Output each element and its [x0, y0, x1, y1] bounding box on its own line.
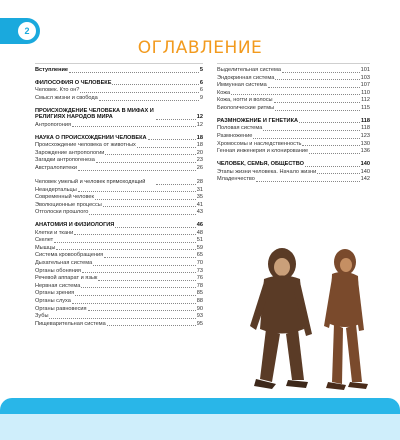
toc-entry-label: Дыхательная система [35, 260, 93, 267]
dot-leader [275, 110, 360, 111]
dot-leader [78, 191, 196, 192]
toc-section-heading[interactable] [217, 160, 370, 168]
toc-entry-label: Кожа, ногти и волосы [217, 97, 273, 104]
toc-entry-page: 23 [196, 157, 203, 164]
toc-entry[interactable] [35, 259, 203, 267]
toc-left-column [35, 66, 203, 327]
toc-entry[interactable] [35, 274, 203, 282]
toc-entry-page: 85 [196, 290, 203, 297]
dot-leader [54, 242, 196, 243]
toc-entry[interactable] [35, 193, 203, 201]
dot-leader [82, 272, 196, 273]
toc-entry-label: ФИЛОСОФИЯ О ЧЕЛОВЕКЕ [35, 79, 112, 86]
toc-entry[interactable] [35, 186, 203, 194]
toc-entry-page: 136 [360, 148, 370, 155]
toc-entry-label: Размножение [217, 132, 253, 139]
right-top-divider [217, 63, 370, 64]
dot-leader [99, 100, 199, 101]
toc-entry-page: 70 [196, 260, 203, 267]
toc-entry-label: ЧЕЛОВЕК, СЕМЬЯ, ОБЩЕСТВО [217, 160, 304, 167]
dot-leader [253, 138, 359, 139]
toc-entry-label: Этапы жизни человека. Начало жизни [217, 168, 317, 175]
dot-leader [81, 287, 195, 288]
toc-entry-page: 123 [360, 132, 370, 139]
toc-entry-page: 5 [199, 67, 203, 73]
toc-entry-page: 88 [196, 298, 203, 304]
toc-entry[interactable] [217, 175, 370, 183]
toc-entry[interactable] [217, 168, 370, 176]
dot-leader [104, 257, 196, 258]
toc-entry-page: 112 [361, 97, 370, 104]
toc-entry-page: 46 [196, 222, 203, 229]
toc-entry-label: Человек умелый и человек прямоходящий [35, 178, 146, 185]
toc-entry-page: 41 [196, 201, 203, 208]
toc-entry-label: Скелет [35, 237, 54, 244]
toc-entry[interactable] [35, 208, 203, 216]
toc-section-heading[interactable] [35, 107, 203, 121]
dot-leader [309, 153, 360, 154]
toc-entry-page: 59 [196, 244, 203, 251]
toc-entry-page: 110 [361, 89, 370, 96]
toc-entry-page: 18 [196, 142, 203, 149]
toc-entry-label: Биологические ритмы [217, 104, 275, 111]
dot-leader [156, 184, 196, 185]
toc-entry[interactable] [217, 81, 370, 89]
toc-entry-label: Вступление [35, 67, 69, 73]
toc-entry-page: 12 [196, 121, 203, 128]
toc-entry-page: 130 [360, 140, 370, 147]
toc-entry-label: Иммунная система [217, 82, 267, 89]
toc-entry-page: 107 [360, 82, 370, 89]
toc-entry[interactable] [35, 156, 203, 164]
dot-leader [75, 295, 196, 296]
toc-entry[interactable] [35, 229, 203, 237]
toc-entry-page: 43 [196, 209, 203, 216]
toc-entry-page: 31 [196, 186, 203, 193]
toc-entry-label: Система кровообращения [35, 252, 104, 259]
toc-entry-page: 103 [360, 74, 370, 81]
dot-leader [96, 162, 196, 163]
toc-entry-label: АНАТОМИЯ И ФИЗИОЛОГИЯ [35, 222, 115, 229]
toc-entry-page: 142 [360, 176, 370, 183]
dot-leader [88, 310, 196, 311]
toc-entry-label: Половая система [217, 125, 263, 132]
dot-leader [93, 265, 196, 266]
toc-entry-page: 118 [360, 117, 370, 124]
toc-entry-label: Речевой аппарат и язык [35, 275, 98, 282]
toc-entry[interactable] [35, 320, 203, 328]
toc-entry-label: Антропогония [35, 121, 72, 128]
toc-entry-label: Клетки и ткани [35, 229, 74, 236]
dot-leader [302, 145, 359, 146]
toc-entry-label: Органы слуха [35, 298, 71, 304]
toc-entry[interactable] [35, 121, 203, 129]
dot-leader [268, 87, 360, 88]
dot-leader [148, 139, 196, 140]
dot-leader [282, 72, 360, 73]
hominid-figure [324, 249, 368, 390]
dot-leader [137, 147, 196, 148]
toc-entry[interactable] [35, 149, 203, 157]
toc-section-heading[interactable] [217, 117, 370, 125]
toc-entry-page: 95 [196, 320, 203, 327]
toc-entry[interactable] [35, 141, 203, 149]
toc-entry-page: 140 [360, 168, 370, 175]
dot-leader [78, 170, 196, 171]
dot-leader [112, 84, 198, 85]
toc-entry-label: Органы равновесия [35, 305, 87, 312]
toc-entry[interactable] [217, 66, 370, 74]
toc-entry[interactable] [35, 201, 203, 209]
toc-entry-label: Нервная система [35, 282, 81, 289]
hominid-illustration [242, 234, 382, 394]
toc-entry[interactable] [35, 289, 203, 297]
dot-leader [74, 234, 195, 235]
toc-entry-label: Современный человек [35, 194, 94, 201]
toc-entry[interactable] [35, 236, 203, 244]
dot-leader [89, 214, 195, 215]
dot-leader [103, 206, 196, 207]
toc-entry-label: Происхождение человека от животных [35, 142, 136, 149]
dot-leader [95, 199, 196, 200]
toc-entry[interactable] [217, 140, 370, 148]
toc-entry-label: Неандертальцы [35, 186, 77, 193]
toc-entry-label: ПРОИСХОЖДЕНИЕ ЧЕЛОВЕКА В МИФАХ И РЕЛИГИЯХ НАРОДОВ МИРА [35, 107, 154, 121]
dot-leader [275, 79, 359, 80]
toc-entry[interactable] [217, 124, 370, 132]
toc-entry-page: 9 [199, 94, 203, 101]
toc-entry-label: Пищеварительная система [35, 320, 106, 327]
toc-entry[interactable] [35, 94, 203, 102]
toc-entry[interactable] [217, 74, 370, 82]
toc-entry-label: Отголоски прошлого [35, 209, 89, 216]
toc-entry[interactable] [217, 147, 370, 155]
toc-entry-label: Генная инженерия и клонирование [217, 148, 309, 155]
footer-band-light [0, 414, 400, 440]
toc-entry[interactable] [35, 164, 203, 172]
toc-entry[interactable] [217, 96, 370, 104]
toc-entry[interactable] [35, 244, 203, 252]
toc-entry[interactable] [35, 297, 203, 305]
toc-entry-page: 35 [196, 194, 203, 201]
dot-leader [80, 92, 198, 93]
toc-section-heading[interactable] [35, 79, 203, 87]
toc-entry[interactable] [35, 282, 203, 290]
toc-entry-page: 93 [196, 313, 203, 320]
toc-entry-label: Эндокринная система [217, 74, 275, 81]
dot-leader [49, 318, 195, 319]
toc-entry-page: 101 [360, 67, 370, 73]
toc-entry[interactable] [35, 267, 203, 275]
toc-entry-label: Человек. Кто он? [35, 87, 80, 94]
footer-band [0, 398, 400, 414]
toc-entry[interactable] [35, 305, 203, 313]
dot-leader [107, 325, 196, 326]
toc-entry-page: 73 [196, 267, 203, 274]
toc-entry-page: 115 [361, 104, 370, 111]
dot-leader [305, 166, 360, 167]
toc-entry[interactable] [217, 104, 370, 112]
left-top-divider [35, 63, 203, 64]
dot-leader [263, 130, 360, 131]
toc-entry[interactable] [35, 172, 203, 186]
toc-entry-page: 12 [196, 114, 203, 121]
toc-entry-label: Смысл жизни и свобода [35, 94, 98, 101]
toc-entry-page: 65 [196, 252, 203, 259]
toc-right-column [217, 66, 370, 183]
toc-entry-page: 20 [196, 149, 203, 156]
toc-entry-label: НАУКА О ПРОИСХОЖДЕНИИ ЧЕЛОВЕКА [35, 134, 147, 141]
toc-section-heading[interactable] [35, 66, 203, 74]
toc-entry-page: 6 [199, 87, 203, 94]
page-title: ОГЛАВЛЕНИЕ [137, 38, 263, 58]
toc-entry-page: 26 [196, 164, 203, 171]
toc-entry-label: Зубы [35, 313, 49, 320]
dot-leader [317, 173, 359, 174]
toc-entry-label: Выделительная система [217, 67, 281, 73]
dot-leader [256, 181, 360, 182]
toc-entry-label: Кожа [217, 89, 231, 96]
dot-leader [72, 126, 196, 127]
toc-entry-label: Зарождение антропологии [35, 149, 105, 156]
toc-entry-label: Эволюционные процессы [35, 201, 102, 208]
dot-leader [105, 154, 195, 155]
toc-entry-page: 90 [196, 305, 203, 312]
dot-leader [56, 249, 195, 250]
dot-leader [69, 72, 199, 73]
toc-entry-label: Хромосомы и наследственность [217, 140, 302, 147]
toc-section-heading[interactable] [35, 221, 203, 229]
toc-entry-label: Австралопитеки [35, 164, 77, 171]
toc-entry-page: 76 [196, 275, 203, 282]
toc-section-heading[interactable] [35, 134, 203, 142]
dot-leader [98, 280, 195, 281]
dot-leader [231, 94, 360, 95]
dot-leader [156, 119, 196, 120]
toc-entry-page: 140 [360, 160, 370, 167]
toc-entry-page: 118 [361, 125, 370, 132]
toc-entry[interactable] [35, 312, 203, 320]
toc-entry-label: Мышцы [35, 244, 56, 251]
toc-entry[interactable] [35, 86, 203, 94]
toc-entry-label: Загадки антропогенеза [35, 157, 95, 164]
ape-figure [250, 248, 312, 389]
dot-leader [299, 122, 360, 123]
page-number: 2 [18, 22, 36, 40]
toc-entry-label: РАЗМНОЖЕНИЕ И ГЕНЕТИКА [217, 117, 299, 124]
toc-entry-page: 6 [199, 79, 203, 86]
toc-entry-page: 18 [196, 134, 203, 141]
toc-entry-page: 48 [196, 229, 203, 236]
toc-entry-label: Органы зрения [35, 290, 75, 297]
toc-entry-page: 51 [196, 237, 203, 244]
toc-entry-label: Младенчество [217, 176, 255, 183]
toc-entry-page: 78 [196, 282, 203, 289]
toc-entry[interactable] [35, 251, 203, 259]
toc-entry-label: Органы обоняния [35, 267, 81, 274]
dot-leader [72, 303, 196, 304]
toc-entry[interactable] [217, 132, 370, 140]
dot-leader [115, 227, 195, 228]
toc-entry[interactable] [217, 89, 370, 97]
dot-leader [274, 102, 360, 103]
toc-entry-page: 28 [196, 178, 203, 185]
